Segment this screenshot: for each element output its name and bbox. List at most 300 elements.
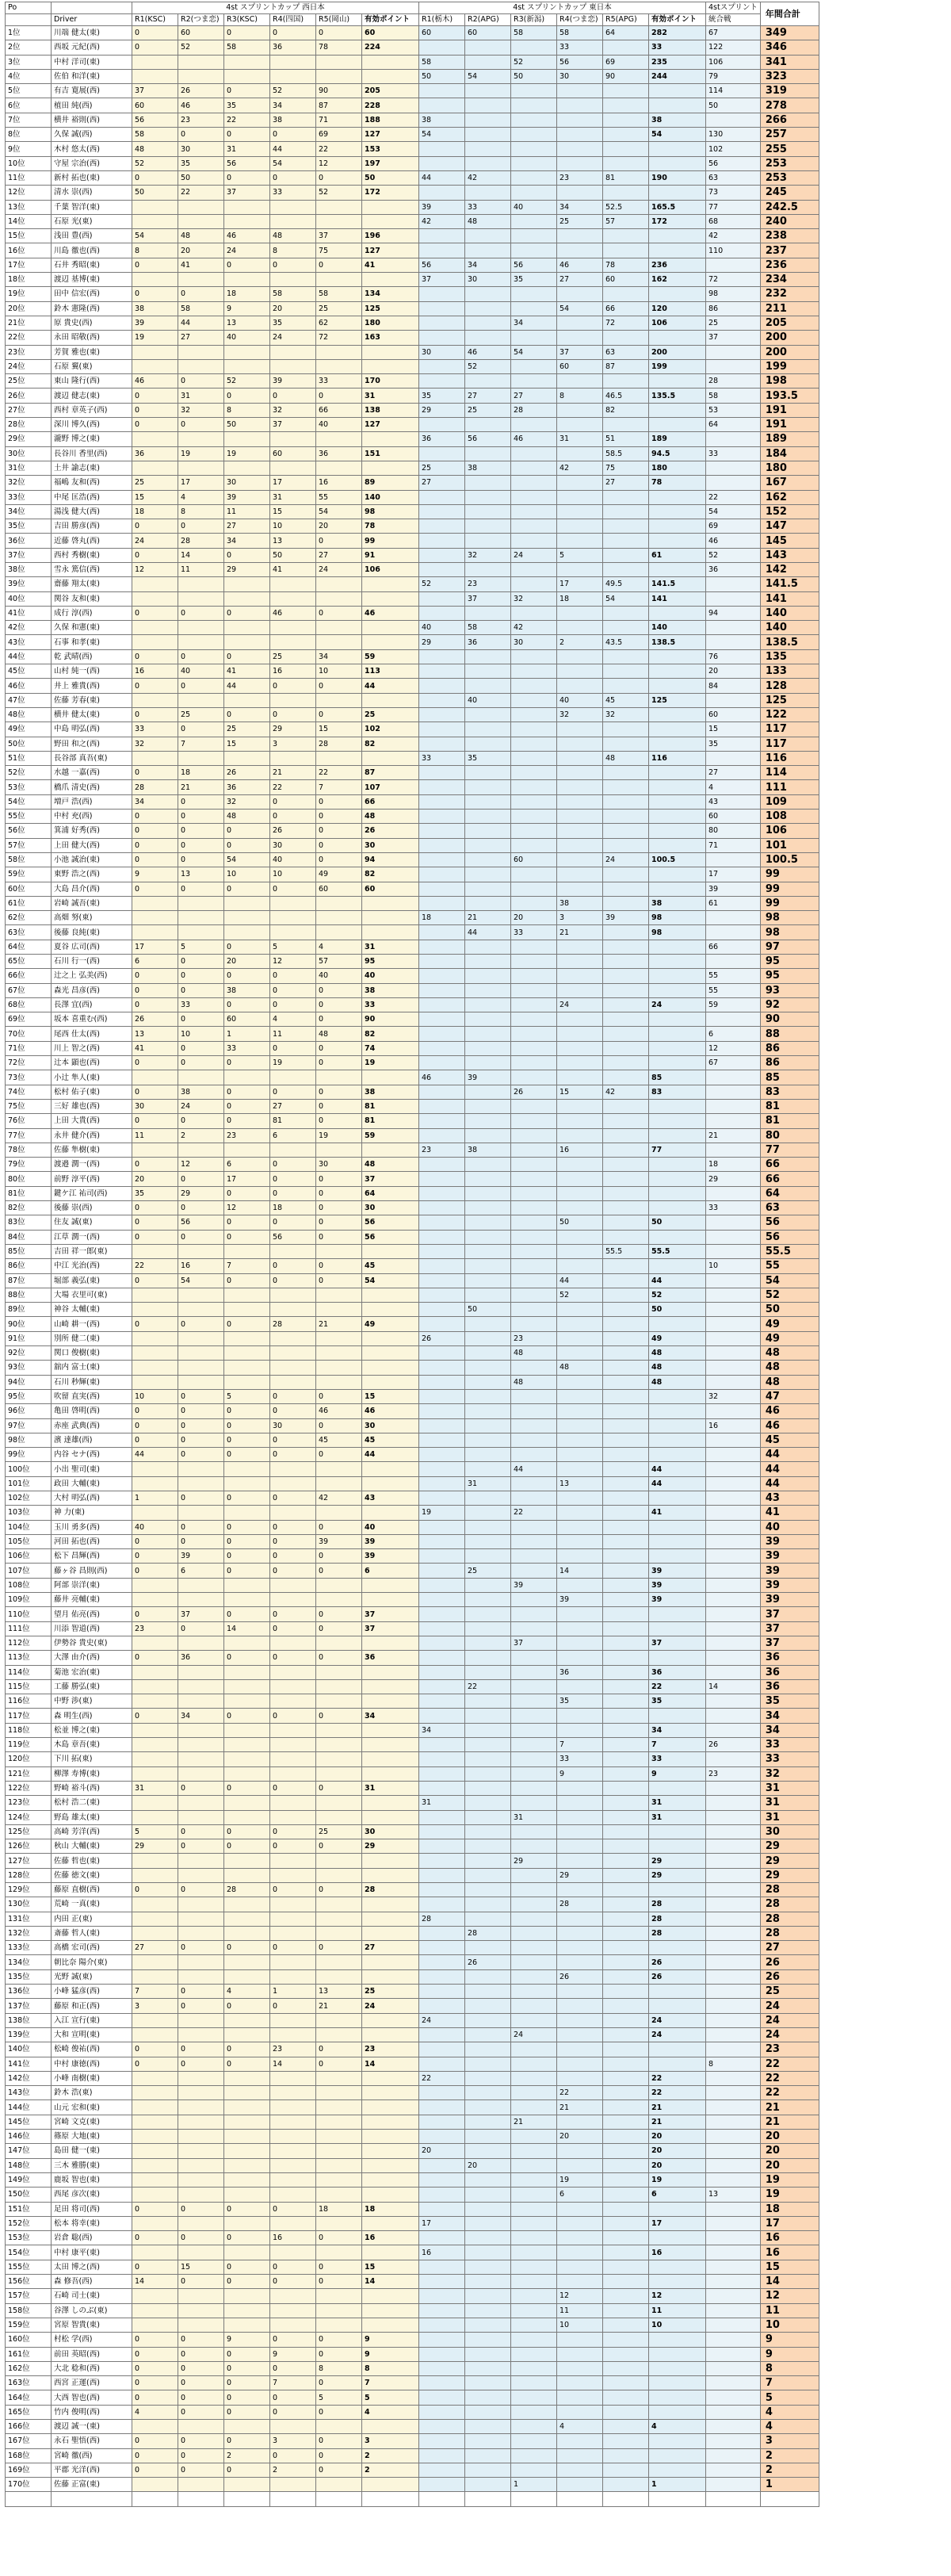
- table-row: [6, 707, 819, 722]
- east-round-cell: [557, 2376, 603, 2390]
- west-round-cell: [270, 1593, 316, 1607]
- driver-cell: 橋爪 清史(西): [52, 780, 132, 794]
- east-round-cell: [465, 84, 511, 98]
- east-round-cell: [465, 1085, 511, 1099]
- west-round-cell: 0: [178, 983, 224, 997]
- east-round-cell: [603, 519, 649, 534]
- total-cell: [706, 1215, 761, 1230]
- year-total-cell: 66: [760, 1158, 819, 1172]
- rank-cell: 97位: [6, 1418, 52, 1433]
- total-cell: 130: [706, 128, 761, 142]
- driver-cell: 長谷川 香里(西): [52, 446, 132, 461]
- east-round-cell: [511, 1651, 557, 1665]
- total-cell: [706, 1462, 761, 1476]
- table-row: [6, 969, 819, 983]
- east-round-cell: 4: [557, 2419, 603, 2433]
- table-row: [6, 1361, 819, 1375]
- east-r5-header: R5(APG): [603, 14, 649, 26]
- year-total-cell: 39: [760, 1564, 819, 1578]
- east-round-cell: [419, 2172, 465, 2187]
- west-eff-cell: 40: [362, 1520, 419, 1534]
- east-round-cell: [419, 2027, 465, 2042]
- west-round-cell: 3: [132, 1999, 178, 2013]
- west-round-cell: 19: [270, 1056, 316, 1070]
- driver-cell: 石井 秀昭(東): [52, 258, 132, 272]
- east-eff-cell: 33: [649, 1752, 706, 1766]
- year-total-cell: 49: [760, 1331, 819, 1345]
- west-round-cell: 60: [178, 26, 224, 40]
- west-round-cell: 0: [132, 519, 178, 534]
- east-round-cell: [603, 969, 649, 983]
- east-round-cell: 17: [557, 577, 603, 591]
- west-round-cell: 24: [178, 1099, 224, 1113]
- year-total-cell: 50: [760, 1303, 819, 1317]
- west-round-cell: 0: [132, 1651, 178, 1665]
- table-row: [6, 1244, 819, 1258]
- driver-cell: 野崎 裕斗(西): [52, 1781, 132, 1795]
- west-round-cell: [178, 1361, 224, 1375]
- rank-cell: 76位: [6, 1114, 52, 1128]
- west-round-cell: 11: [224, 504, 270, 519]
- west-round-cell: 0: [224, 882, 270, 896]
- east-round-cell: [603, 1027, 649, 1041]
- west-round-cell: [178, 2144, 224, 2158]
- east-eff-cell: 9: [649, 1766, 706, 1781]
- east-round-cell: [419, 562, 465, 576]
- west-eff-cell: 59: [362, 1128, 419, 1143]
- west-round-cell: 5: [270, 940, 316, 954]
- driver-cell: 西村 秀樹(東): [52, 548, 132, 562]
- west-eff-cell: 14: [362, 2275, 419, 2289]
- year-total-cell: 236: [760, 258, 819, 272]
- east-round-cell: [419, 84, 465, 98]
- west-round-cell: 0: [316, 794, 362, 809]
- total-cell: [706, 1868, 761, 1882]
- rank-cell: 10位: [6, 156, 52, 170]
- east-round-cell: [511, 2245, 557, 2260]
- year-total-cell: 29: [760, 1868, 819, 1882]
- east-eff-cell: 20: [649, 2130, 706, 2144]
- east-round-cell: [419, 316, 465, 330]
- east-round-cell: 51: [603, 432, 649, 446]
- table-row: [6, 1273, 819, 1288]
- west-round-cell: 33: [132, 722, 178, 737]
- east-round-cell: [603, 1752, 649, 1766]
- west-eff-cell: 37: [362, 1172, 419, 1186]
- total-cell: [706, 2231, 761, 2245]
- east-round-cell: [511, 1448, 557, 1462]
- west-round-cell: 0: [178, 1404, 224, 1418]
- driver-header: Driver: [52, 14, 132, 26]
- east-eff-cell: 37: [649, 1636, 706, 1650]
- table-row: [6, 649, 819, 664]
- total-sub-header: 統合戦: [706, 14, 761, 26]
- table-row: [6, 156, 819, 170]
- table-row: [6, 1346, 819, 1361]
- west-round-cell: 0: [178, 1201, 224, 1215]
- east-round-cell: [419, 591, 465, 606]
- west-round-cell: [132, 69, 178, 83]
- west-round-cell: [224, 1810, 270, 1824]
- west-round-cell: 0: [270, 1999, 316, 2013]
- west-eff-cell: 31: [362, 389, 419, 403]
- west-eff-cell: 172: [362, 186, 419, 200]
- east-round-cell: [465, 722, 511, 737]
- east-round-cell: [557, 1781, 603, 1795]
- west-round-cell: [316, 1331, 362, 1345]
- west-eff-cell: [362, 1810, 419, 1824]
- west-round-cell: 0: [178, 2231, 224, 2245]
- east-round-cell: [419, 664, 465, 679]
- driver-cell: 松並 博之(東): [52, 1723, 132, 1737]
- rank-cell: 1位: [6, 26, 52, 40]
- west-eff-cell: 89: [362, 476, 419, 490]
- east-round-cell: [465, 113, 511, 127]
- west-round-cell: 0: [316, 1709, 362, 1723]
- west-eff-cell: [362, 2130, 419, 2144]
- west-eff-cell: [362, 1361, 419, 1375]
- west-round-cell: 19: [316, 1128, 362, 1143]
- east-round-cell: 26: [419, 1331, 465, 1345]
- east-eff-cell: [649, 1186, 706, 1200]
- east-round-cell: [603, 156, 649, 170]
- east-eff-cell: 49: [649, 1331, 706, 1345]
- west-round-cell: 0: [132, 1273, 178, 1288]
- west-round-cell: 0: [178, 1781, 224, 1795]
- east-round-cell: 37: [557, 345, 603, 359]
- year-total-cell: 44: [760, 1462, 819, 1476]
- rank-cell: 137位: [6, 1999, 52, 2013]
- table-row: [6, 1491, 819, 1505]
- east-round-cell: [603, 983, 649, 997]
- east-round-cell: [465, 1941, 511, 1955]
- west-round-cell: [316, 2086, 362, 2100]
- west-round-cell: 28: [270, 1317, 316, 1331]
- west-round-cell: 0: [132, 1317, 178, 1331]
- west-round-cell: 44: [224, 679, 270, 693]
- table-row: [6, 1810, 819, 1824]
- west-round-cell: [178, 345, 224, 359]
- rank-cell: 98位: [6, 1433, 52, 1447]
- east-eff-cell: [649, 780, 706, 794]
- east-round-cell: [465, 1389, 511, 1403]
- blank-cell: [557, 2492, 603, 2506]
- west-round-cell: [270, 432, 316, 446]
- east-round-cell: [419, 548, 465, 562]
- east-round-cell: [603, 2478, 649, 2492]
- table-row: [6, 1099, 819, 1113]
- west-round-cell: 12: [270, 955, 316, 969]
- east-round-cell: [511, 2172, 557, 2187]
- east-round-cell: [419, 2100, 465, 2115]
- table-row: [6, 810, 819, 824]
- west-round-cell: 0: [316, 1883, 362, 1897]
- driver-cell: 神 力(東): [52, 1506, 132, 1520]
- west-round-cell: 0: [270, 1158, 316, 1172]
- west-round-cell: 0: [132, 40, 178, 55]
- west-eff-cell: [362, 214, 419, 228]
- total-cell: [706, 1854, 761, 1868]
- east-eff-cell: 282: [649, 26, 706, 40]
- east-round-cell: [511, 156, 557, 170]
- east-round-cell: 40: [465, 693, 511, 707]
- west-eff-cell: 106: [362, 562, 419, 576]
- west-round-cell: [316, 1070, 362, 1085]
- driver-cell: 守屋 宗治(西): [52, 156, 132, 170]
- east-round-cell: [603, 1955, 649, 1969]
- east-round-cell: 58: [465, 621, 511, 635]
- west-round-cell: [132, 2303, 178, 2318]
- year-total-cell: 147: [760, 519, 819, 534]
- driver-cell: 伊勢谷 貴史(東): [52, 1636, 132, 1650]
- west-eff-cell: 31: [362, 940, 419, 954]
- west-round-cell: [316, 1912, 362, 1926]
- total-cell: 63: [706, 170, 761, 185]
- west-round-cell: [178, 1303, 224, 1317]
- rank-cell: 9位: [6, 142, 52, 156]
- total-cell: [706, 1969, 761, 1984]
- east-round-cell: 39: [603, 911, 649, 925]
- east-round-cell: [465, 418, 511, 432]
- west-round-cell: 0: [132, 389, 178, 403]
- year-total-cell: 145: [760, 534, 819, 548]
- west-round-cell: 0: [270, 707, 316, 722]
- east-round-cell: [465, 1520, 511, 1534]
- west-round-cell: [178, 2027, 224, 2042]
- east-round-cell: [419, 2463, 465, 2477]
- west-round-cell: 21: [316, 1999, 362, 2013]
- west-round-cell: 81: [270, 1114, 316, 1128]
- table-row: [6, 504, 819, 519]
- east-round-cell: 60: [557, 359, 603, 373]
- rank-cell: 162位: [6, 2361, 52, 2375]
- west-eff-cell: 90: [362, 1012, 419, 1027]
- rank-cell: 109位: [6, 1593, 52, 1607]
- rank-cell: 16位: [6, 243, 52, 258]
- east-round-cell: [557, 2202, 603, 2216]
- east-round-cell: [603, 1520, 649, 1534]
- east-round-cell: [603, 1926, 649, 1940]
- east-round-cell: 60: [511, 852, 557, 867]
- west-round-cell: 0: [178, 2347, 224, 2361]
- east-round-cell: 31: [511, 1810, 557, 1824]
- table-row: [6, 766, 819, 780]
- driver-cell: 太田 博之(西): [52, 2260, 132, 2274]
- year-total-cell: 257: [760, 128, 819, 142]
- east-round-cell: [511, 664, 557, 679]
- east-round-cell: [557, 2478, 603, 2492]
- west-round-cell: 20: [270, 301, 316, 316]
- driver-cell: 木島 章吾(東): [52, 1738, 132, 1752]
- total-cell: [706, 2158, 761, 2172]
- east-round-cell: [465, 2086, 511, 2100]
- west-round-cell: 0: [132, 2376, 178, 2390]
- west-eff-cell: 125: [362, 301, 419, 316]
- west-round-cell: 46: [224, 229, 270, 243]
- total-cell: [706, 1636, 761, 1650]
- west-round-cell: [316, 1694, 362, 1709]
- east-round-cell: 22: [419, 2071, 465, 2085]
- east-round-cell: [603, 1201, 649, 1215]
- east-eff-cell: [649, 504, 706, 519]
- east-round-cell: [557, 1389, 603, 1403]
- west-round-cell: [316, 1462, 362, 1476]
- year-total-cell: 44: [760, 1476, 819, 1491]
- east-eff-cell: [649, 1607, 706, 1621]
- year-total-cell: 99: [760, 882, 819, 896]
- east-round-cell: 24: [603, 852, 649, 867]
- east-eff-cell: 199: [649, 359, 706, 373]
- east-round-cell: 46: [557, 258, 603, 272]
- east-round-cell: [603, 2216, 649, 2230]
- table-row: [6, 1448, 819, 1462]
- east-round-cell: [419, 794, 465, 809]
- east-round-cell: [603, 1796, 649, 1810]
- east-round-cell: [465, 1056, 511, 1070]
- east-round-cell: 31: [419, 1796, 465, 1810]
- west-round-cell: [316, 1679, 362, 1694]
- east-round-cell: 46: [465, 345, 511, 359]
- west-round-cell: 0: [224, 1781, 270, 1795]
- east-round-cell: [557, 98, 603, 113]
- west-round-cell: 9: [270, 2347, 316, 2361]
- rank-cell: 93位: [6, 1361, 52, 1375]
- east-eff-cell: [649, 1883, 706, 1897]
- east-r4-header: R4(つま恋): [557, 14, 603, 26]
- rank-cell: 101位: [6, 1476, 52, 1491]
- rank-cell: 138位: [6, 2013, 52, 2027]
- table-row: [6, 1520, 819, 1534]
- rank-cell: 142位: [6, 2071, 52, 2085]
- east-round-cell: [603, 649, 649, 664]
- east-round-cell: [419, 418, 465, 432]
- total-cell: [706, 1288, 761, 1302]
- east-round-cell: [557, 1520, 603, 1534]
- table-row: [6, 2419, 819, 2433]
- east-eff-cell: 11: [649, 2303, 706, 2318]
- east-round-cell: [603, 1114, 649, 1128]
- table-row: [6, 2347, 819, 2361]
- west-round-cell: 30: [316, 1158, 362, 1172]
- table-row: [6, 1375, 819, 1389]
- west-round-cell: 4: [316, 940, 362, 954]
- west-round-cell: [132, 925, 178, 940]
- east-round-cell: [465, 1158, 511, 1172]
- total-cell: [706, 1999, 761, 2013]
- driver-cell: 入江 宣行(東): [52, 2013, 132, 2027]
- east-eff-cell: [649, 2448, 706, 2463]
- total-cell: [706, 2303, 761, 2318]
- total-cell: [706, 2390, 761, 2405]
- total-cell: [706, 1955, 761, 1969]
- east-round-cell: [511, 1215, 557, 1230]
- east-round-cell: [511, 997, 557, 1012]
- table-row: [6, 2463, 819, 2477]
- west-round-cell: 0: [270, 2260, 316, 2274]
- east-round-cell: [557, 534, 603, 548]
- east-round-cell: [419, 1955, 465, 1969]
- east-round-cell: [465, 1201, 511, 1215]
- east-round-cell: [511, 1912, 557, 1926]
- west-round-cell: [270, 1288, 316, 1302]
- east-round-cell: 52: [557, 1288, 603, 1302]
- total-cell: 60: [706, 810, 761, 824]
- table-row: [6, 2202, 819, 2216]
- year-total-cell: 11: [760, 2303, 819, 2318]
- rank-cell: 17位: [6, 258, 52, 272]
- year-total-cell: 101: [760, 838, 819, 852]
- west-round-cell: 0: [316, 1621, 362, 1636]
- table-row: [6, 186, 819, 200]
- west-eff-cell: 3: [362, 2434, 419, 2448]
- year-total-cell: 37: [760, 1607, 819, 1621]
- east-round-cell: 16: [557, 1143, 603, 1157]
- west-round-cell: 0: [316, 1520, 362, 1534]
- east-round-cell: [465, 2071, 511, 2085]
- table-row: [6, 737, 819, 751]
- west-round-cell: 0: [224, 1215, 270, 1230]
- east-round-cell: [511, 1839, 557, 1854]
- east-eff-cell: [649, 969, 706, 983]
- east-round-cell: [603, 2042, 649, 2057]
- driver-cell: 斎藤 哲人(東): [52, 1926, 132, 1940]
- west-round-cell: 36: [316, 446, 362, 461]
- rank-cell: 144位: [6, 2100, 52, 2115]
- driver-cell: 中尾 匡浩(西): [52, 490, 132, 504]
- year-total-cell: 108: [760, 810, 819, 824]
- west-round-cell: 54: [270, 156, 316, 170]
- east-round-cell: [603, 98, 649, 113]
- west-round-cell: 37: [132, 84, 178, 98]
- driver-cell: 中村 充(西): [52, 810, 132, 824]
- east-r2-header: R2(APG): [465, 14, 511, 26]
- west-round-cell: 2: [224, 2448, 270, 2463]
- total-cell: [706, 2172, 761, 2187]
- east-round-cell: [603, 810, 649, 824]
- east-round-cell: [419, 1056, 465, 1070]
- west-round-cell: 0: [270, 1186, 316, 1200]
- year-total-cell: 19: [760, 2172, 819, 2187]
- west-round-cell: 0: [224, 1085, 270, 1099]
- west-round-cell: 0: [270, 2202, 316, 2216]
- total-cell: [706, 1012, 761, 1027]
- year-total-cell: 28: [760, 1912, 819, 1926]
- total-cell: [706, 2419, 761, 2433]
- east-round-cell: [511, 649, 557, 664]
- east-round-cell: [465, 2187, 511, 2202]
- east-round-cell: [557, 2144, 603, 2158]
- east-round-cell: 25: [465, 403, 511, 417]
- driver-cell: 長澤 宜(西): [52, 997, 132, 1012]
- east-round-cell: [557, 2390, 603, 2405]
- west-eff-cell: 25: [362, 1985, 419, 1999]
- east-round-cell: [511, 2057, 557, 2071]
- west-round-cell: 58: [224, 40, 270, 55]
- table-row: [6, 316, 819, 330]
- driver-cell: 渡邉 潤一(西): [52, 1158, 132, 1172]
- west-round-cell: [224, 751, 270, 765]
- driver-cell: 宮崎 徹(西): [52, 2448, 132, 2463]
- west-eff-cell: [362, 1854, 419, 1868]
- west-round-cell: 0: [270, 1839, 316, 1854]
- east-round-cell: [511, 1172, 557, 1186]
- west-round-cell: 22: [132, 1259, 178, 1273]
- west-round-cell: 0: [316, 1781, 362, 1795]
- east-eff-cell: 83: [649, 1085, 706, 1099]
- east-round-cell: [603, 1041, 649, 1055]
- east-round-cell: [419, 1317, 465, 1331]
- rank-cell: 153位: [6, 2231, 52, 2245]
